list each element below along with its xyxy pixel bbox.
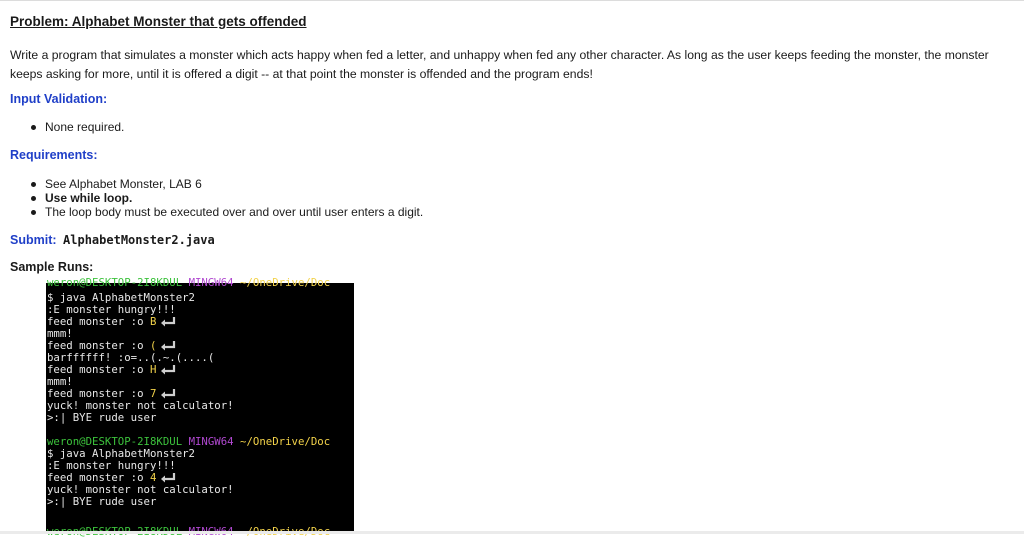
terminal-line: barffffff! :o=..(.~.(....( <box>47 351 215 364</box>
terminal-line: >:| BYE rude user <box>47 411 157 424</box>
list-item: Use while loop. <box>30 191 423 205</box>
sample-runs-heading: Sample Runs: <box>10 260 94 274</box>
list-item: The loop body must be executed over and over until user enters a digit. <box>30 205 423 219</box>
enter-key-icon <box>159 340 177 351</box>
enter-key-icon <box>159 364 177 375</box>
requirements-heading: Requirements: <box>10 148 98 162</box>
input-validation-heading: Input Validation: <box>10 92 108 106</box>
terminal-prompt: weron@DESKTOP-2I8KDUL MINGW64 ~/OneDrive/Doc <box>47 435 331 448</box>
terminal-screenshot <box>46 276 354 534</box>
bottom-divider <box>0 531 1024 534</box>
submit-label: Submit: <box>10 233 57 247</box>
terminal-line: feed monster :o 7 <box>47 388 177 400</box>
terminal-line: yuck! monster not calculator! <box>47 483 234 496</box>
terminal-line: feed monster :o H <box>47 364 177 376</box>
terminal-line: >:| BYE rude user <box>47 495 157 508</box>
problem-description: Write a program that simulates a monster which acts happy when fed a letter, and unhappy when fed any other character. As long as the user keeps feeding the monster, the monster keeps asking for more, until it is offered a digit -- at that point the monster is offended and the program ends! <box>10 48 989 81</box>
input-validation-list <box>30 120 124 134</box>
page-title: Problem: Alphabet Monster that gets offended <box>10 14 307 29</box>
list-item: None required. <box>30 120 124 134</box>
submit-line <box>10 233 215 247</box>
list-item: See Alphabet Monster, LAB 6 <box>30 177 423 191</box>
enter-key-icon <box>159 472 177 483</box>
terminal-line: feed monster :o ( <box>47 340 177 352</box>
enter-key-icon <box>159 316 177 327</box>
terminal-line: feed monster :o B <box>47 316 177 328</box>
terminal-line: :E monster hungry!!! <box>47 303 176 316</box>
terminal-line: yuck! monster not calculator! <box>47 399 234 412</box>
terminal-line: $ java AlphabetMonster2 <box>47 447 195 460</box>
enter-key-icon <box>159 388 177 399</box>
terminal-line: feed monster :o 4 <box>47 472 177 484</box>
terminal-line: mmm! <box>47 327 73 340</box>
terminal-line: mmm! <box>47 375 73 388</box>
terminal-line: $ java AlphabetMonster2 <box>47 291 195 304</box>
terminal-prompt: weron@DESKTOP-2I8KDUL MINGW64 ~/OneDrive/Doc <box>47 276 331 289</box>
requirements-list <box>30 177 423 219</box>
submit-filename: AlphabetMonster2.java <box>63 233 215 247</box>
top-divider <box>0 0 1024 1</box>
terminal-line: :E monster hungry!!! <box>47 459 176 472</box>
